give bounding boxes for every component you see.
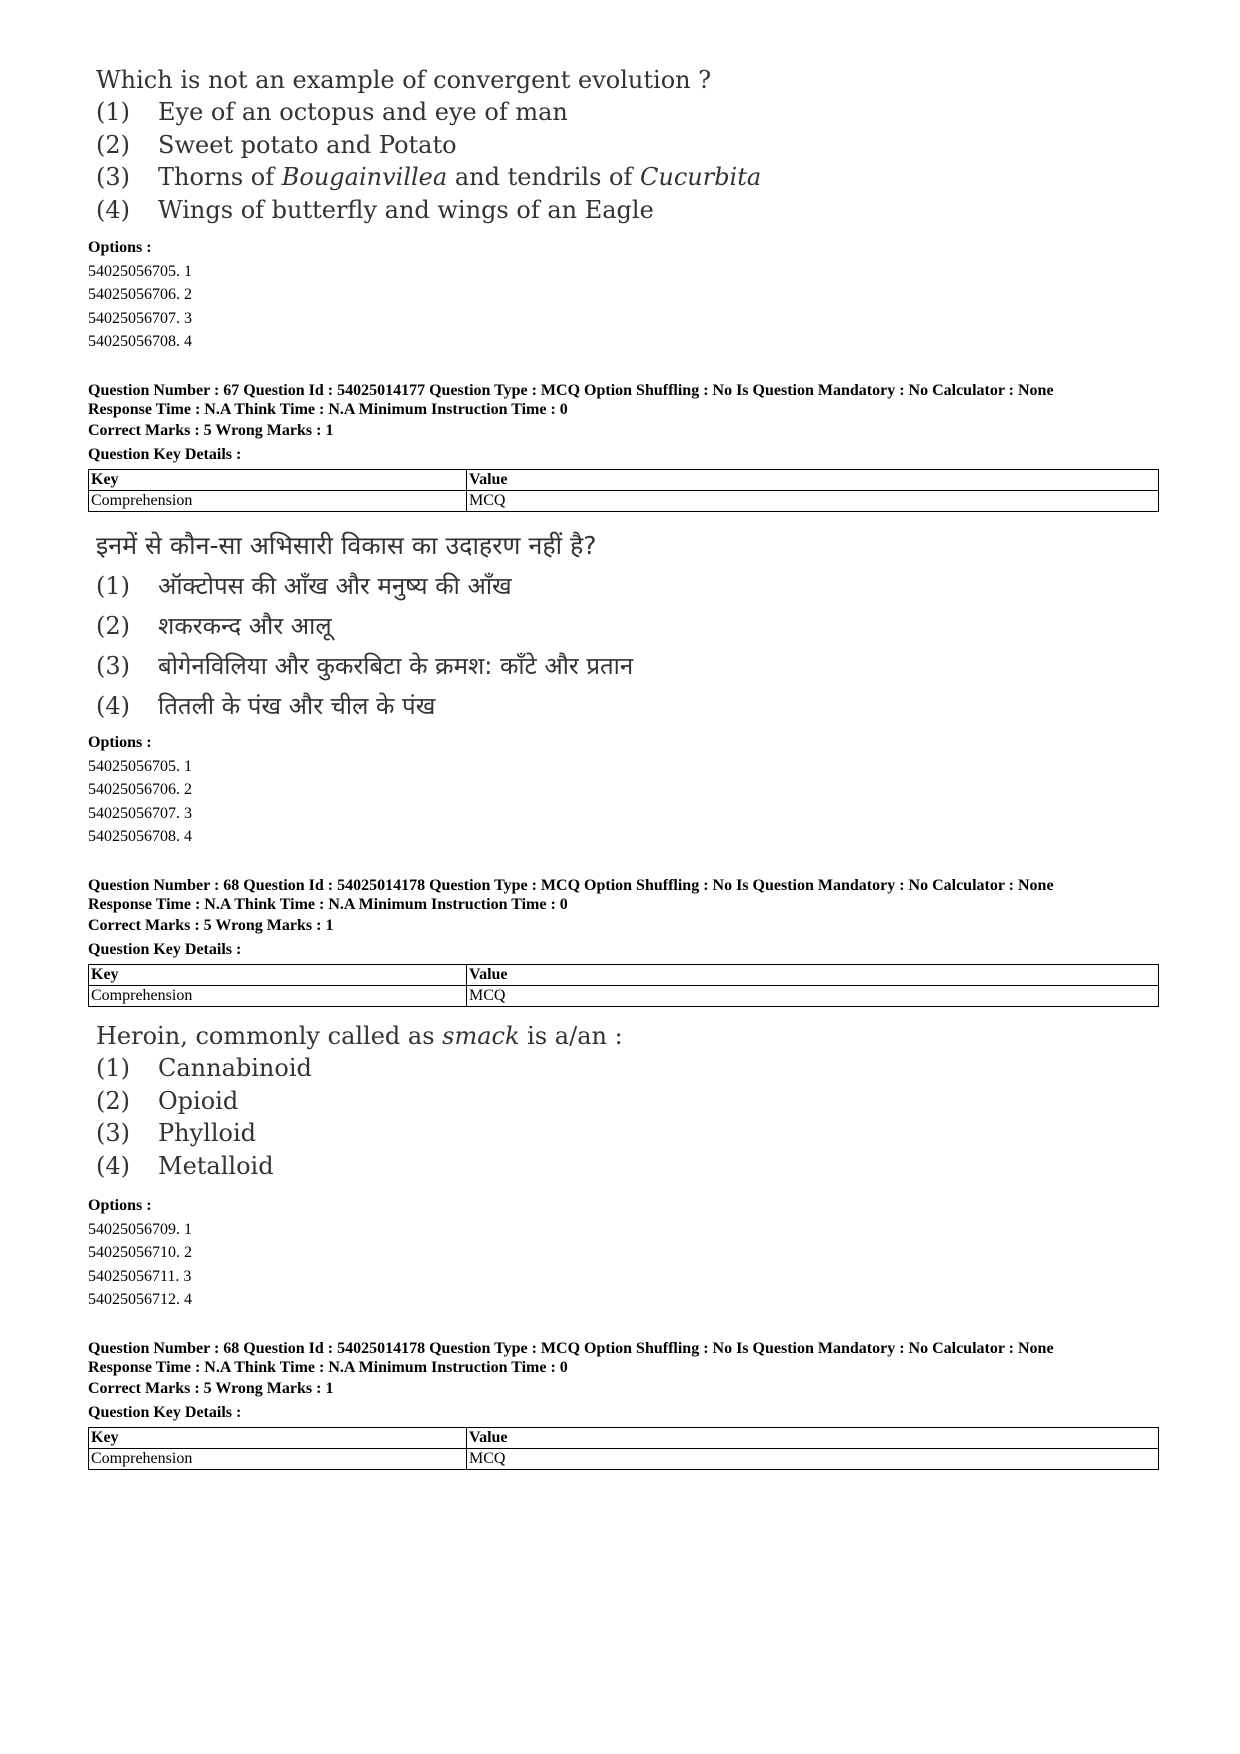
option-4: (4) Wings of butterfly and wings of an Eagle [96,195,654,224]
option-2: (2) शकरकन्द और आलू [96,612,332,640]
option-id: 54025056705. 1 [88,757,192,775]
question-67-header [88,382,1158,512]
option-1: (1) Cannabinoid [96,1054,312,1082]
table-cell: MCQ [467,986,1159,1007]
table-header-row [89,965,1159,986]
marks-line: Correct Marks : 5 Wrong Marks : 1 [88,917,334,934]
table-row [89,1449,1159,1470]
option-3: (3) बोगेनविलिया और कुकरबिटा के क्रमश: काँटे और प्रतान [96,652,634,680]
option-id: 54025056710. 2 [88,1244,192,1261]
table-cell: MCQ [467,491,1159,512]
option-3: (3) Thorns of Bougainvillea and tendrils of Cucurbita [96,163,762,191]
key-value-table [88,1427,1159,1470]
question-stem: इनमें से कौन-सा अभिसारी विकास का उदाहरण नहीं है? [96,531,597,560]
option-id: 54025056708. 4 [88,333,192,350]
option-id: 54025056706. 2 [88,286,192,303]
option-2: (2) Sweet potato and Potato [96,130,457,159]
question-info-line: Question Number : 67 Question Id : 54025014177 Question Type : MCQ Option Shuffling : No Is Question Mandatory : No Calculator : None [88,382,1054,399]
table-cell: MCQ [467,1449,1159,1470]
question-stem: Which is not an example of convergent evolution ? [96,66,712,94]
table-cell: Key [89,470,467,491]
key-value-table [88,469,1159,512]
option-4: (4) तितली के पंख और चील के पंख [96,692,436,720]
question-66-english-block [96,64,761,226]
option-1: (1) ऑक्टोपस की आँख और मनुष्य की आँख [96,572,512,600]
table-header-row [89,470,1159,491]
table-cell: Comprehension [89,986,467,1007]
key-details-label: Question Key Details : [88,1403,242,1421]
table-cell: Comprehension [89,1449,467,1470]
options-label: Options : [88,239,152,256]
option-id: 54025056712. 4 [88,1291,192,1308]
option-id: 54025056706. 2 [88,781,192,798]
table-header-row [89,1428,1159,1449]
marks-line: Correct Marks : 5 Wrong Marks : 1 [88,1380,334,1397]
table-cell: Value [467,470,1159,491]
question-68-english-block [96,1020,623,1182]
option-2: (2) Opioid [96,1086,239,1115]
question-timing-line: Response Time : N.A Think Time : N.A Minimum Instruction Time : 0 [88,400,568,418]
table-row [89,986,1159,1007]
option-id: 54025056705. 1 [88,262,192,280]
table-cell: Value [467,965,1159,986]
option-3: (3) Phylloid [96,1119,257,1147]
option-id: 54025056711. 3 [88,1267,192,1285]
key-details-label: Question Key Details : [88,445,242,463]
options-label: Options : [88,1197,152,1214]
question-68-repeat-header [88,1340,1158,1470]
question-66-options [88,236,1158,354]
key-details-label: Question Key Details : [88,940,242,958]
table-cell: Key [89,965,467,986]
question-67-options [88,731,1158,849]
question-68-options [88,1194,1158,1312]
question-timing-line: Response Time : N.A Think Time : N.A Minimum Instruction Time : 0 [88,1358,568,1376]
question-info-line: Question Number : 68 Question Id : 54025014178 Question Type : MCQ Option Shuffling : No Is Question Mandatory : No Calculator : None [88,877,1054,894]
option-id: 54025056709. 1 [88,1220,192,1238]
table-cell: Value [467,1428,1159,1449]
question-timing-line: Response Time : N.A Think Time : N.A Minimum Instruction Time : 0 [88,895,568,913]
table-cell: Comprehension [89,491,467,512]
option-id: 54025056707. 3 [88,309,192,327]
option-id: 54025056708. 4 [88,828,192,845]
option-4: (4) Metalloid [96,1151,274,1180]
table-cell: Key [89,1428,467,1449]
question-stem: Heroin, commonly called as smack is a/an : [96,1022,623,1050]
key-value-table [88,964,1159,1007]
question-68-header [88,877,1158,1007]
question-info-line: Question Number : 68 Question Id : 54025014178 Question Type : MCQ Option Shuffling : No Is Question Mandatory : No Calculator : None [88,1340,1054,1357]
option-1: (1) Eye of an octopus and eye of man [96,98,568,126]
question-67-hindi-block [96,526,633,726]
marks-line: Correct Marks : 5 Wrong Marks : 1 [88,422,334,439]
options-label: Options : [88,734,152,751]
option-id: 54025056707. 3 [88,804,192,822]
table-row [89,491,1159,512]
